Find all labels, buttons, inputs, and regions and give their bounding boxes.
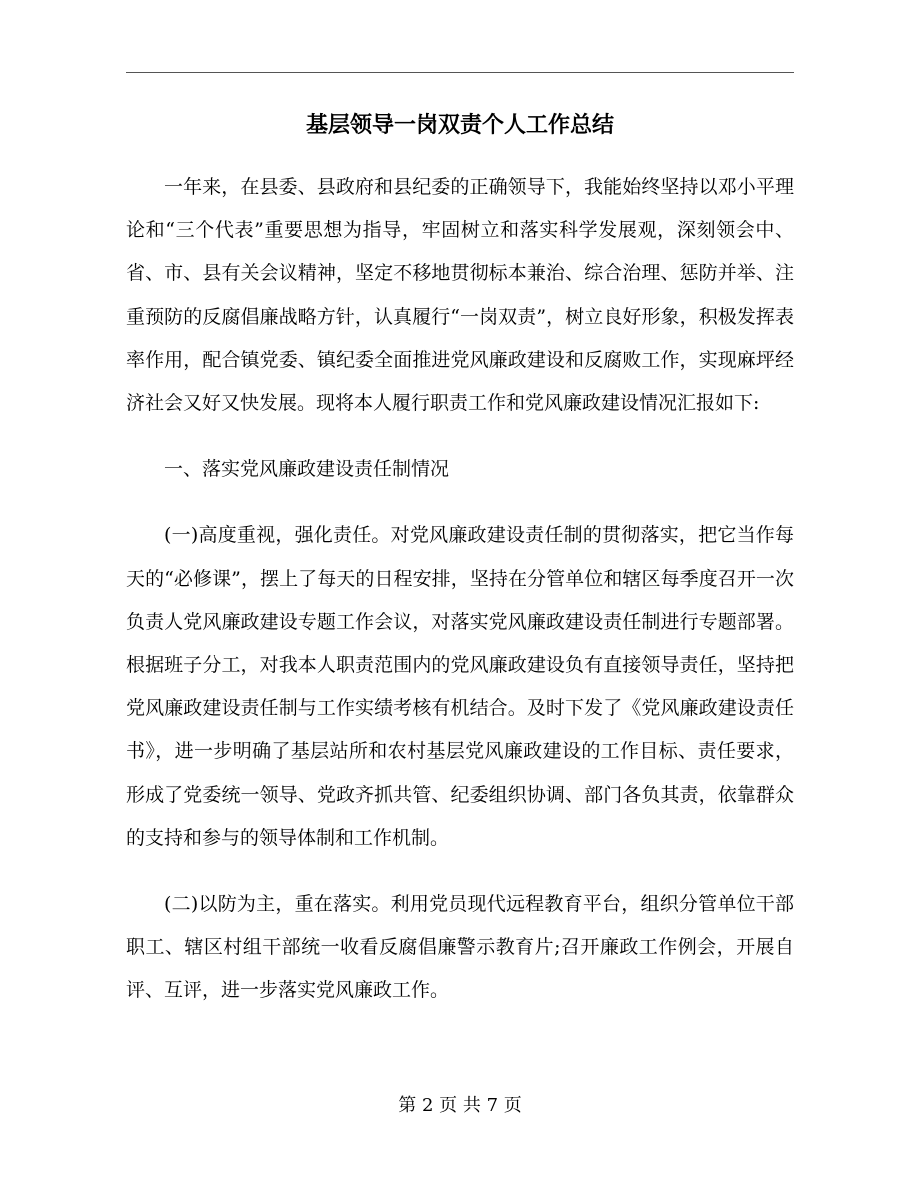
paragraph-subsection-2: (二)以防为主，重在落实。利用党员现代远程教育平台，组织分管单位干部职工、辖区村组干部统一收看反腐倡廉警示教育片;召开廉政工作例会，开展自评、互评，进一步落实党风廉政工作。 bbox=[126, 893, 794, 1002]
paragraph-intro: 一年来，在县委、县政府和县纪委的正确领导下，我能始终坚持以邓小平理论和“三个代表”重要思想为指导，牢固树立和落实科学发展观，深刻领会中、省、市、县有关会议精神，坚定不移地贯彻标本兼治、综合治理、惩防并举、注重预防的反腐倡廉战略方针，认真履行“一岗双责”，树立良好形象，积极发挥表率作用，配合镇党委、镇纪委全面推进党风廉政建设和反腐败工作，实现麻坪经济社会又好又快发展。现将本人履行职责工作和党风廉政建设情况汇报如下: bbox=[126, 176, 794, 415]
page-title: 基层领导一岗双责个人工作总结 bbox=[305, 112, 614, 138]
paragraph-subsection-1: (一)高度重视，强化责任。对党风廉政建设责任制的贯彻落实，把它当作每天的“必修课”，摆上了每天的日程安排，坚持在分管单位和辖区每季度召开一次负责人党风廉政建设专题工作会议，对落实党风廉政建设责任制进行专题部署。根据班子分工，对我本人职责范围内的党风廉政建设负有直接领导责任，坚持把党风廉政建设责任制与工作实绩考核有机结合。及时下发了《党风廉政建设责任书》，进一步明确了基层站所和农村基层党风廉政建设的工作目标、责任要求，形成了党委统一领导、党政齐抓共管、纪委组织协调、部门各负其责，依靠群众的支持和参与的领导体制和工作机制。 bbox=[126, 524, 794, 849]
section-heading-1: 一、落实党风廉政建设责任制情况 bbox=[164, 458, 450, 481]
document-body bbox=[126, 166, 794, 1013]
header-rule bbox=[126, 72, 794, 73]
page-number: 第 2 页 共 7 页 bbox=[398, 1095, 522, 1116]
